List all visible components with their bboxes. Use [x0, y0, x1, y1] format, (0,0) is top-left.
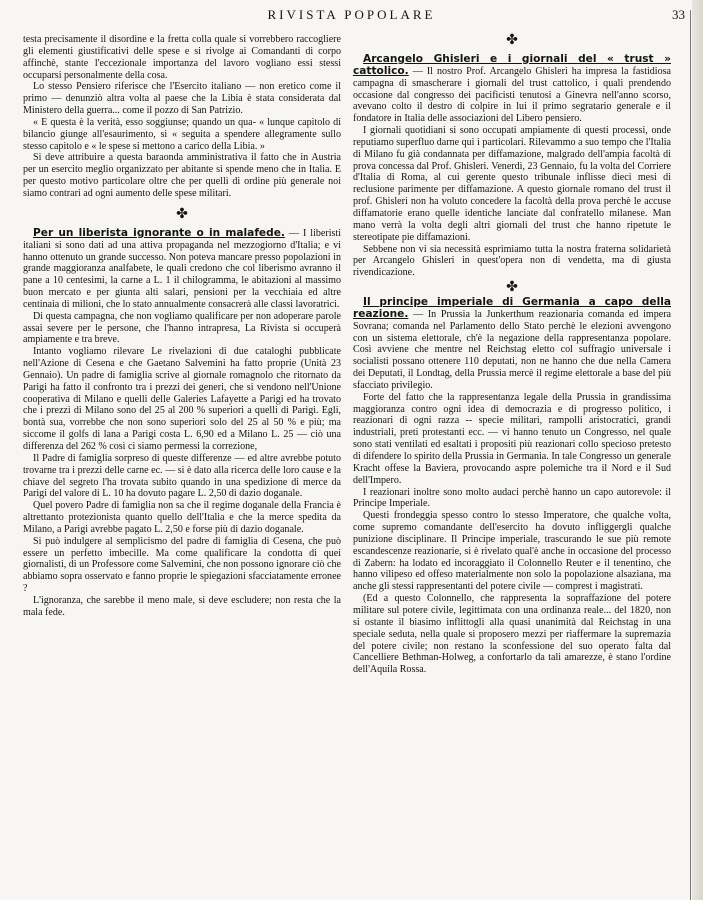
section-lead-text: — In Prussia la Junkerthum reazionaria comanda ed impera Sovrana; comanda nel Parlamento dello Stato perchè le elezioni avvengono con un sistema elettorale, ch'è la negazione della rappresentanza popolare. Così avviene che mentre nel Reichstag eletto col suffragio universale i socialisti possano ottenere 110 deputati, non ne hanno che due nella Camera dei Deputati, il Londtag, della Prussia mercè il regime elettorale a base del più sfacciato privilegio.	[353, 308, 671, 391]
paragraph: I reazionari inoltre sono molto audaci perchè hanno un capo autorevole: il Principe Imperiale.	[353, 486, 671, 510]
paragraph: Si può indulgere al semplicismo del padre di famiglia di Cesena, che può essere un perfetto imbecille. Ma come qualificare la condotta di quei giornalisti, di un Professore come Salvemini, che non possono ignorare ciò che abbiamo sopra osservato e fanno proprie le spiegazioni sfacciatamente erronee ?	[23, 535, 341, 595]
paragraph: Si deve attribuire a questa baraonda amministrativa il fatto che in Austria per un esercito meglio organizzato per abitante si spende meno che in Italia. E per questo motivo particolare oltre che per quelli di ordine più generale noi siamo contrari ad ogni aumento delle spese militari.	[23, 152, 341, 199]
paragraph: Intanto vogliamo rilevare Le rivelazioni di due cataloghi pubblicate nell'Azione di Cesena e che Gaetano Salvemini ha fatto proprie (Unità 23 Gennaio). Un padre di famiglia scrive al giornale romagnolo che ritornato da Parigi ha fatto il confronto tra i prezzi dei generi, che si vendono nell'Unione cooperativa di Milano e quelli delle Galeries Lafayette a Parigi ed ha trovato che i prezzi di Milano sono del 25 al 200 % superiori a quelli di Parigi. Egli, bontà sua, vorrebbe che non sono superiori solo del 25 al 50 % e più; ma siccome il golfs di lana a Parigi costa L. 6,90 ed a Milano L. 25 — ciò una differenza del 262 % così ci siamo permessi la correzione,	[23, 346, 341, 452]
paragraph: (Ed a questo Colonnello, che rappresenta la sopraffazione del potere militare sul potere civile, legittimata con una ordinanza reale... del 1820, non si ostante il biasimo inflittogli alla quasi unanimità dal Reichstag in una speciale seduta, nella quale si proposero mezzi per riaffermare la supremazia del potere civile; non restano la sconfessione del suo operato falta dal Cancelliere Bethman-Holweg, a confortarlo da tali amarezze, è stano l'ordine dell'Aquila Rossa.	[353, 593, 671, 676]
page-header	[0, 7, 703, 23]
section-lead-text: — Il nostro Prof. Arcangelo Ghisleri ha impresa la fastidiosa campagna di smascherare i giornali del trust cattolico, i quali prendendo occasione dal congresso dei pacificisti tenutosi a Ginevra nell'anno scorso, avevano colto il destro di colpire in lui il primo segratario generale e il fondatore in Italia delle associazioni del Libero pensiero.	[353, 65, 671, 125]
right-column	[353, 34, 671, 676]
section-ornament: ✤	[506, 33, 518, 48]
page-margin-rule	[690, 10, 691, 900]
section-lead-paragraph	[353, 54, 671, 125]
paragraph: Il Padre di famiglia sorpreso di queste differenze — ed altre avrebbe potuto trovarne tra i prezzi delle carne ec. — si è dato alla ricerca delle loro cause e la chiave del segreto l'ha trovata subito quando in una spedizione di merce da Parigi del valore di L. 10 ha dovuto pagare L. 2,50 di dazio doganale.	[23, 452, 341, 500]
paragraph: Questi frondeggia spesso contro lo stesso Imperatore, che qualche volta, come supremo comandante dell'esercito ha dovuto infliggergli qualche punizione disciplinare. Il Principe imperiale, trascurando le sue più remote escandescenze reazionarie, si è rivelato qual'è anche in occasione del processo di Zabern: ha lodato ed incoraggiato il Colonnello Reuter e il tenentino, che hanno vilipeso ed offeso materialmente non solo la popolazione alsaziana, ma anche gli stessi rappresentanti del potere civile — comprest i magistrati.	[353, 510, 671, 593]
section-heading: Per un liberista ignorante o in malafede.	[33, 226, 285, 239]
paragraph: Sebbene non vi sia necessità esprimiamo tutta la nostra fraterna solidarietà per Arcangelo Ghisleri in quest'opera non di vendetta, ma di giusta rivendicazione.	[353, 243, 671, 279]
page-number: 33	[672, 7, 685, 22]
section-lead-paragraph	[23, 228, 341, 311]
paragraph: Quel povero Padre di famiglia non sa che il regime doganale della Francia è altrettanto protezionista quanto quello dell'Italia e che la merce spedita da Milano, a Parigi avrebbe pagato L. 2,50 e forse più di dazio doganale.	[23, 500, 341, 535]
paragraph: L'ignoranza, che sarebbe il meno male, si deve escludere; non resta che la mala fede.	[23, 594, 341, 618]
paragraph: Forte del fatto che la rappresentanza legale della Prussia in grandissima maggioranza contro ogni idea di democrazia e di progresso politico, i reazionari di ogni razza -- specie militari, rampolli aristocratici, grandi industriali, preti protestanti ecc. — vi hanno tenuto un Congresso, nel quale sono stati ventilati ed esaltati i propositi più reazionari collo specioso pretesto di difendere lo spirito della Prussia in Germania. In tale Congresso un generale Kracht offese la Baviera, provocando aspre polemiche tra il Nord e il Sud dell'Impero.	[353, 391, 671, 486]
running-title: RIVISTA POPOLARE	[267, 7, 436, 22]
quotation-paragraph: « E questa è la verità, esso soggiunse; quando un qua- « lunque capitolo di bilancio giunge all'esaurimento, si « seguita a spendere allegramente sullo stesso capitolo e « le spese si mettono a carico della Libia. »	[23, 116, 341, 152]
section-heading: Il principe imperiale di Germania a capo della reazione.	[353, 296, 671, 320]
left-column	[23, 34, 341, 619]
paragraph: Di questa campagna, che non vogliamo qualificare per non adoperare parole assai severe per le persone, che l'hanno intrapresa, La Rivista si occuperà ampiamente e tra breve.	[23, 310, 341, 346]
section-ornament: ✤	[176, 206, 188, 222]
paragraph: I giornali quotidiani si sono occupati ampiamente di questi processi, onde reputiamo superfluo darne qui i particolari. Rilevammo a suo tempo che l'Italia di Milano fu già condannata per diffamazione, malgrado dell'ampia facoltà di prova concessa dal Prof. Ghisleri. Venerdì, 23 Gennaio, fu la volta del Corriere d'Italia di Roma, al cui gerente questo tribunale inflisse dieci mesi di reclusione parimente per diffamazione. A questo giornale romano del trust il prof. Ghisleri non ha voluto concedere la facoltà della prova perchè le accuse diffamatorie erano quelle identiche lanciate dal confratello milanese. Man mano verrà la volta degli altri giornali del trust che hanno ripetute le stereotipate pie diffamazioni.	[353, 125, 671, 243]
paragraph: testa precisamente il disordine e la fretta colla quale si vorrebbero raccogliere gli elementi giustificativi delle spese e si rivolge ai Comandanti di corpo affinchè, stante l'eccezionale importanza del lavoro vogliano essi stessi occuparsi personalmente della cosa.	[23, 34, 341, 81]
section-lead-text: — I liberisti italiani si sono dati ad una attiva propaganda nel mezzogiorno d'Italia; e vi hanno ottenuto un grande successo. Non poteva mancare presso popolazioni in grande maggioranza analfabete, le quali credono che col liberismo avranno il pane a 10 centesimi, la carne a L. 1 il chilogramma, le abitazioni al massimo buon mercato e per giunta alti salari, pensioni per la vecchiaia ed altre centinaia di milioni, che lo stato annualmente consacrerà alle classi lavoratrici.	[23, 227, 342, 310]
section-heading: Arcangelo Ghisleri e i giornali del « trust » cattolico.	[353, 53, 671, 77]
section-lead-paragraph	[353, 297, 671, 392]
section-ornament: ✤	[506, 280, 518, 296]
paragraph: Lo stesso Pensiero riferisce che l'Esercito italiano — non eretico come il primo — denunziò altra volta al paese che la Libia è stata considerata dal Ministero della guerra... come il pozzo di San Patrizio.	[23, 81, 341, 117]
scan-page-edge	[692, 0, 703, 900]
